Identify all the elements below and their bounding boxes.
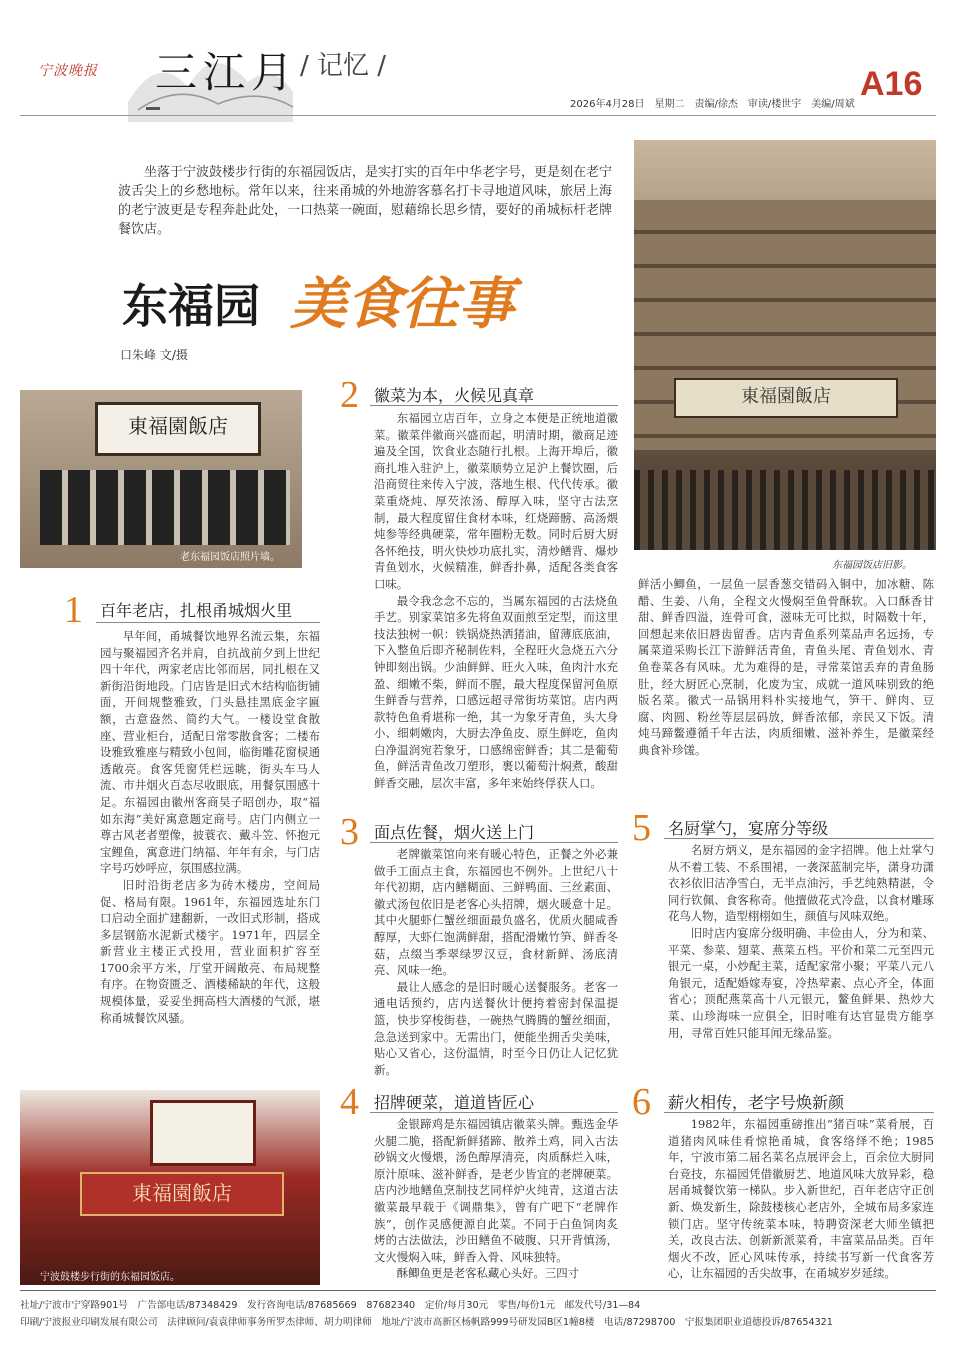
section-divider bbox=[370, 1112, 618, 1113]
section-divider bbox=[370, 842, 618, 843]
section-number: 5 bbox=[632, 807, 651, 849]
photo-caption: 东福园饭店旧影。 bbox=[832, 560, 912, 571]
page-number: A16 bbox=[860, 65, 923, 103]
section-body: 东福园立店百年，立身之本便是正统地道徽菜。徽菜伴徽商兴盛而起，明清时期，徽商足迹遍及全国，饮食业态随行扎根。上海开埠后，徽商扎堆入驻沪上，徽菜顺势立足沪上餐饮圈，后沿商贸往来传入宁波，落地生根、代代传承。徽菜重烧炖、厚芡浓汤、醇厚入味，坚守古法烹制，最大程度留住食材本味，红烧蹄髈、高汤煨炖参等经典硬菜，常年圈粉无数。同时后厨大厨各怀绝技，明火快炒功底扎实，清炒鳝背、爆炒青鱼划水，火候精准，鲜香扑鼻，适配各类食客口味。 最令我念念不忘的，当属东福园的古法烧鱼手艺。别家菜馆多先将鱼双面煎至定型，而这里技法独树一帜：铁锅烧热洒猪油，留薄底底油，下入整鱼后即齐秘制佐料，全程旺火急烧五六分钟即刻出锅。少油鲜鲜、旺火入味，鱼肉汁水充盈、细嫩不柴，鲜而不腥，最大程度保留河鱼原生鲜香与营养，口感远超寻常街坊菜馆。店内两款特色鱼肴堪称一绝，其一为象牙青鱼，头大身小、细刺嫩肉，大厨去净鱼皮、原生鲜吃，鱼肉白净温润宛若象牙，口感绵密鲜香；其二是葡萄鱼，鲜活青鱼改刀塑形，裹以葡萄汁焖煮，酸甜鲜香交融，层次丰富，多年来始终俘获人口。 bbox=[374, 411, 618, 791]
section-title: 招牌硬菜，道道皆匠心 bbox=[374, 1093, 535, 1112]
section-number: 4 bbox=[340, 1081, 359, 1123]
section-body: 老牌徽菜馆向来有暖心特色，正餐之外必兼做手工面点主食，东福园也不例外。上世纪八十年代初期，店内鳝糊面、三鲜鸭面、三丝素面、徽式汤包依旧是老客心头招牌，烟火暖意十足。其中火腿虾仁蟹丝细面最负盛名，优质火腿咸香醇厚，大虾仁饱满鲜甜，搭配滑嫩竹笋、鲜香冬菇，点缀当季翠绿罗汉豆，食材新鲜、汤底清亮、风味一绝。 最让人感念的是旧时暖心送餐服务。老客一通电话预约，店内送餐伙计便挎着密封保温提篮，快步穿梭街巷，一碗热气腾腾的蟹丝细面，急急送到家中。无需出门，便能坐拥舌尖美味，贴心又省心，这份温情，时至今日仍让人记忆犹新。 bbox=[374, 847, 618, 1077]
headline-sub: 美食往事 bbox=[290, 271, 514, 337]
section-subtitle: / 记忆 / bbox=[300, 51, 387, 81]
section-body: 1982年，东福园重磅推出“猪百味”菜肴展，百道猪肉风味佳肴惊艳甬城，食客络绎不绝；1985年，宁波市第二届名菜名点展评会上，百余位大厨同台竞技，东福园凭借徽厨艺、地道风味大放异彩，稳居甬城餐饮第一梯队。步入新世纪，百年老店守正创新、焕发新生，除鼓楼核心老店外，全城布局多家连锁门店。坚守传统菜本味，特聘资深老大师坐镇把关，改良古法、创新新派菜肴，丰富菜品品类。百年烟火不改，匠心风味传承，持续书写新一代食客芳心，让东福园的舌尖故事，在甬城岁岁延续。 bbox=[668, 1117, 934, 1281]
lead-paragraph: 坐落于宁波鼓楼步行街的东福园饭店，是实打实的百年中华老字号，更是刻在老宁波舌尖上的乡愁地标。常年以来，往来甬城的外地游客慕名打卡寻地道风味，旅居上海的老宁波更是专程奔赴此处，一口热菜一碗面，慰藉绵长思乡情，要好的甬城标杆老牌餐饮店。 bbox=[118, 165, 613, 237]
section-title: 百年老店，扎根甬城烟火里 bbox=[100, 601, 293, 620]
photo-frames bbox=[40, 470, 290, 545]
section-divider bbox=[664, 838, 934, 839]
current-storefront-image bbox=[20, 1090, 320, 1285]
section-body: 早年间，甬城餐饮地界名流云集，东福园与聚福园齐名并肩，自抗战前夕到上世纪四十年代，两家老店比邻而居，同扎根在又新街沿街地段。门店皆是旧式木结构临街铺面，开间规整雅致，门头悬挂黑底金字匾额，古意盎然、简约大气。一楼设堂食散座、营业柜台，适配日常零散食客；二楼布设雅致雅座与精致小包间，临街雕花窗棂通透敞亮。食客凭窗凭栏远眺，街头车马人流、市井烟火百态尽收眼底，用餐氛围感十足。东福园由徽州客商吴子昭创办，取“福如东海”美好寓意题定商号。店门内侧立一尊古风老者塑像，披蓑衣、戴斗笠、怀抱元宝鲤鱼，寓意进门纳福、年年有余，与门店字号巧妙呼应，氛围感拉满。 旧时沿街老店多为砖木楼房，空间局促、格局有限。1961年，东福园选址东门口启动全面扩建翻新，一改旧式形制，搭成多层钢筋水泥新式楼宇。1971年，四层全新营业主楼正式投用，营业面积扩容至1700余平方米，厅堂开阔敞亮、布局规整有序。在物资匮乏、酒楼稀缺的年代，这般规模体量，妥妥坐拥高档大酒楼的气派，堪称甬城餐饮风骚。 bbox=[100, 629, 320, 1025]
photo-caption: 老东福园饭店照片墙。 bbox=[180, 552, 280, 563]
section-title: 徽菜为本，火候见真章 bbox=[374, 386, 535, 405]
shop-sign: 東福園飯店 bbox=[80, 1172, 284, 1216]
section-divider bbox=[370, 405, 618, 406]
old-storefront-image bbox=[634, 140, 936, 550]
shop-sign: 東福園飯店 bbox=[95, 402, 261, 456]
section-body: 名厨方炳义，是东福园的金字招牌。他上灶掌勺从不着工装、不系围裙，一袭深蓝制完毕，潇身功潇衣衫依旧洁净雪白，无半点油污，手艺纯熟精湛，令同行钦佩、食客称奇。他擅做花式冷盘，以食材雕琢花鸟人物，造型栩栩如生，颜值与风味双绝。 旧时店内宴席分级明确、丰俭由人，分为和菜、平菜、参菜、翅菜、燕菜五档。平价和菜二元至四元银元一桌，小炒配主菜，适配家常小聚；平菜八元八角银元，适配婚嫁寿宴，冷热荤素、点心齐全，体面省心；顶配燕菜高十八元银元，鳌鱼鲜果、热炒大菜、山珍海味一应俱全，旧时唯有达官显贵方能享用，寻常百姓只能耳闻无缘品鉴。 bbox=[668, 843, 934, 1040]
footer-divider bbox=[20, 1290, 936, 1291]
photo-caption: 宁波鼓楼步行街的东福园饭店。 bbox=[40, 1272, 180, 1283]
section-number: 3 bbox=[340, 811, 359, 853]
date-line: 2026年4月28日 星期二 责编/徐杰 审读/楼世宇 美编/周斌 bbox=[570, 99, 855, 110]
section-body: 金银蹄鸡是东福园镇店徽菜头牌。甄选金华火腿二脆，搭配新鲜猪蹄、散养土鸡，同入古法砂锅文火慢煨，汤色醇厚清亮，肉质酥烂入味，原汁原味、滋补鲜香，是老少皆宜的老牌硬菜。店内沙地鳝鱼烹制技艺同样炉火纯青，这道古法徽菜最早载于《调鼎集》，曾有广吧下“老牌作族”，创作灵感便源自此菜。不同于白鱼饲肉炙烤的古法做法，沙田鳝鱼不破腹、只开背慎汤，文火慢焖入味，鲜香入骨、风味独特。 酥鲫鱼更是老客私藏心头好。三四寸 bbox=[374, 1117, 618, 1281]
section-title: 名厨掌勺，宴席分等级 bbox=[668, 819, 829, 838]
byline: 口朱峰 文/摄 bbox=[120, 348, 188, 362]
paper-logo: 宁波晚报 bbox=[38, 63, 98, 79]
photo-wall-image bbox=[20, 390, 302, 568]
section-divider bbox=[96, 622, 320, 623]
footer-line-2: 印刷/宁波报业印刷发展有限公司 法律顾问/袁袁律师事务所罗杰律师、胡力明律师 地址/宁波市高新区杨帆路999号研发园B区1幢8楼 电话/87298700 宁报集团职业道德投诉/87654321 bbox=[20, 1317, 833, 1328]
section-number: 6 bbox=[632, 1081, 651, 1123]
shop-sign: 東福園飯店 bbox=[674, 378, 898, 418]
headline-main: 东福园 bbox=[122, 279, 260, 333]
section-title: 薪火相传，老字号焕新颜 bbox=[668, 1093, 845, 1112]
header-divider bbox=[20, 115, 936, 116]
continued-text: 鲜活小鲫鱼，一层鱼一层香葱交错码入铜中，加冰糖、陈醋、生姜、八角，全程文火慢焖至鱼骨酥软。入口酥香甘甜、鲜香四溢，连骨可食，滋味无可比拟，时隔数十年，回想起来依旧唇齿留香。店内青鱼系列菜品声名远扬，专属菜道采购长江下游鲜活青鱼，青鱼头尾、青鱼划水、青鱼卷菜各有风味。尤为难得的是，寻常菜馆丢弃的青鱼肠肚，经大厨匠心烹制，化废为宝，成就一道风味别致的绝版名菜。徽式一品锅用料朴实接地气，笋干、鲜肉、豆腐、肉圆、粉丝等层层码放，鲜香浓郁，亲民又下饭。清炖马蹄鳖遵循千年古法，肉质细嫩、滋补养生，是徽菜经典食补珍馐。 bbox=[638, 577, 934, 757]
section-divider bbox=[664, 1112, 934, 1113]
section-title: 三江月 bbox=[155, 48, 300, 97]
footer-line-1: 社址/宁波市宁穿路901号 广告部电话/87348429 发行咨询电话/87685669 87682340 定价/每月30元 零售/每份1元 邮发代号/31—84 bbox=[20, 1300, 641, 1311]
section-number: 1 bbox=[64, 589, 83, 631]
section-title: 面点佐餐，烟火送上门 bbox=[374, 823, 535, 842]
section-number: 2 bbox=[340, 374, 359, 416]
